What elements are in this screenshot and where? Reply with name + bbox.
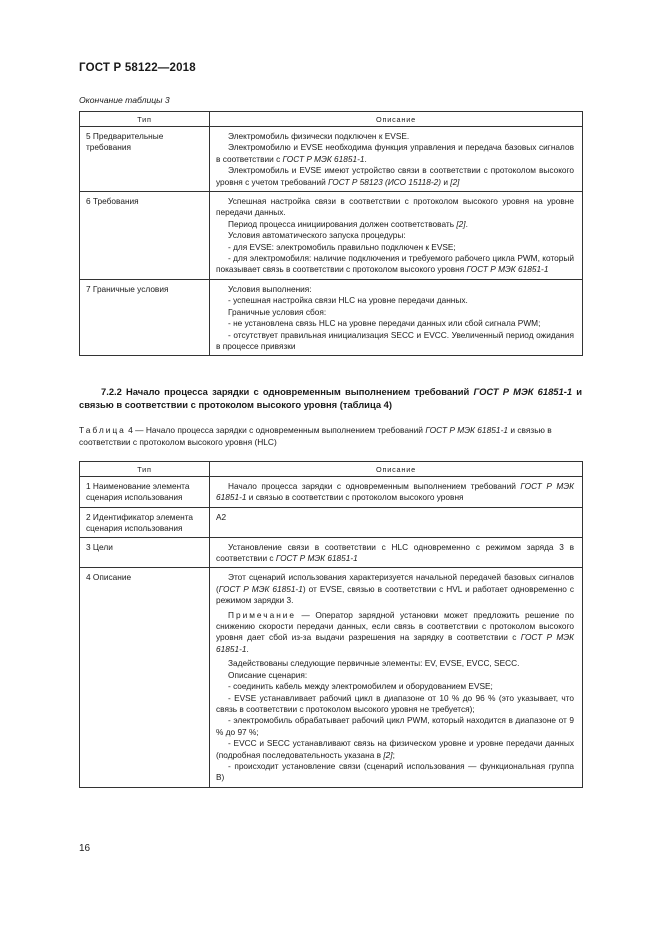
note-paragraph: Примечание — Оператор зарядной установки может предложить решение по снижению скорости передачи данных, если связь в соответствии с протоколом высокого уровня дает сбой из-за выдачи разрешения на зарядку в соответствии с ГОСТ Р МЭК 61851-1. bbox=[216, 609, 574, 654]
desc-paragraph: Электромобиль физически подключен к EVSE. bbox=[228, 131, 410, 141]
row-type: 7 Граничные условия bbox=[80, 279, 210, 355]
desc-paragraph: Успешная настройка связи в соответствии с протоколом высокого уровня на уровне передачи данных. bbox=[216, 196, 574, 218]
desc-paragraph: Задействованы следующие первичные элементы: EV, EVSE, EVCC, SECC. bbox=[228, 658, 520, 669]
document-header: ГОСТ Р 58122—2018 bbox=[79, 62, 196, 74]
row-description bbox=[210, 477, 583, 508]
table-row bbox=[80, 279, 583, 355]
table-3 bbox=[79, 111, 583, 356]
desc-paragraph: - для EVSE: электромобиль правильно подключен к EVSE; bbox=[228, 241, 456, 252]
desc-paragraph: Электромобилю и EVSE необходима функция управления и передача базовых сигналов в соответствии с ГОСТ Р МЭК 61851-1. bbox=[216, 142, 574, 164]
desc-paragraph: Электромобиль и EVSE имеют устройство связи в соответствии с протоколом высокого уровня с учетом требований ГОСТ Р 58123 (ИСО 15118-2) и [2] bbox=[216, 165, 574, 187]
row-type: 1 Наименование элемента сценария использования bbox=[80, 477, 210, 508]
desc-paragraph: Условия автоматического запуска процедуры: bbox=[228, 230, 406, 241]
table3-col-desc: Описание bbox=[210, 112, 583, 127]
table3-caption: Окончание таблицы 3 bbox=[79, 95, 170, 105]
row-type: 2 Идентификатор элемента сценария использования bbox=[80, 507, 210, 537]
desc-paragraph: А2 bbox=[216, 511, 227, 522]
desc-paragraph: - не установлена связь HLC на уровне передачи данных или сбой сигнала PWM; bbox=[228, 318, 541, 329]
section-heading: 7.2.2 Начало процесса зарядки с одновременным выполнением требований ГОСТ Р МЭК 61851-1 и связью в соответствии с протоколом высокого уровня (таблица 4) bbox=[79, 386, 582, 410]
row-description bbox=[210, 507, 583, 537]
table-row bbox=[80, 568, 583, 787]
desc-paragraph: - отсутствует правильная инициализация SECC и EVCC. Увеличенный период ожидания в процессе привязки bbox=[216, 329, 574, 351]
table-row bbox=[80, 192, 583, 280]
desc-paragraph: - для электромобиля: наличие подключения и требуемого рабочего цикла PWM, который показывает связь в соответствии с протоколом высокого уровня ГОСТ Р МЭК 61851-1 bbox=[216, 253, 574, 275]
desc-paragraph: - EVSE устанавливает рабочий цикл в диапазоне от 10 % до 96 % (это указывает, что связь в соответствии с протоколом высокого уровня не требуется); bbox=[216, 692, 574, 714]
row-type: 5 Предварительные требования bbox=[80, 127, 210, 192]
desc-paragraph: Этот сценарий использования характеризуется начальной передачей базовых сигналов (ГОСТ Р МЭК 61851-1) от EVSE, связью в соответствии с HVL и работает одновременно с режимом зарядки 3. bbox=[216, 572, 575, 606]
desc-paragraph: - EVCC и SECC устанавливают связь на физическом уровне и уровне передачи данных (подробная последовательность указана в [2]; bbox=[216, 738, 574, 760]
table-row bbox=[80, 477, 583, 508]
row-description bbox=[210, 279, 583, 355]
desc-paragraph: Период процесса инициирования должен соответствовать [2]. bbox=[228, 218, 468, 229]
row-type: 4 Описание bbox=[80, 568, 210, 787]
desc-paragraph: Начало процесса зарядки с одновременным выполнением требований ГОСТ Р МЭК 61851-1 и связью в соответствии с протоколом высокого уровня bbox=[216, 481, 574, 503]
table4-col-type: Тип bbox=[80, 462, 210, 477]
desc-paragraph: - происходит установление связи (сценарий использования — функциональная группа В) bbox=[216, 760, 574, 783]
table-4 bbox=[79, 461, 583, 788]
desc-paragraph: Установление связи в соответствии с HLC одновременно с режимом заряда 3 в соответствии с ГОСТ Р МЭК 61851-1 bbox=[216, 541, 574, 564]
table-row bbox=[80, 127, 583, 192]
desc-paragraph: - успешная настройка связи HLC на уровне передачи данных. bbox=[228, 295, 468, 306]
table4-header-row bbox=[80, 462, 583, 477]
row-description bbox=[210, 192, 583, 280]
desc-paragraph: - соединить кабель между электромобилем и оборудованием EVSE; bbox=[228, 681, 493, 692]
row-description bbox=[210, 127, 583, 192]
row-type: 3 Цели bbox=[80, 537, 210, 568]
row-description bbox=[210, 568, 583, 787]
desc-paragraph: Описание сценария: bbox=[228, 669, 308, 680]
table-row bbox=[80, 507, 583, 537]
table3-header-row bbox=[80, 112, 583, 127]
table3-col-type: Тип bbox=[80, 112, 210, 127]
table4-col-desc: Описание bbox=[210, 462, 583, 477]
table4-caption: Таблица 4 — Начало процесса зарядки с одновременным выполнением требований ГОСТ Р МЭК 61851-1 и связью в соответствии с протоколом высокого уровня (HLC) bbox=[79, 425, 552, 447]
page-number: 16 bbox=[79, 843, 91, 854]
desc-paragraph: Условия выполнения: bbox=[228, 283, 312, 294]
row-type: 6 Требования bbox=[80, 192, 210, 280]
row-description bbox=[210, 537, 583, 568]
desc-paragraph: - электромобиль обрабатывает рабочий цикл PWM, который находится в диапазоне от 9 % до 97 %; bbox=[216, 715, 574, 737]
table-row bbox=[80, 537, 583, 568]
desc-paragraph: Граничные условия сбоя: bbox=[228, 306, 327, 317]
